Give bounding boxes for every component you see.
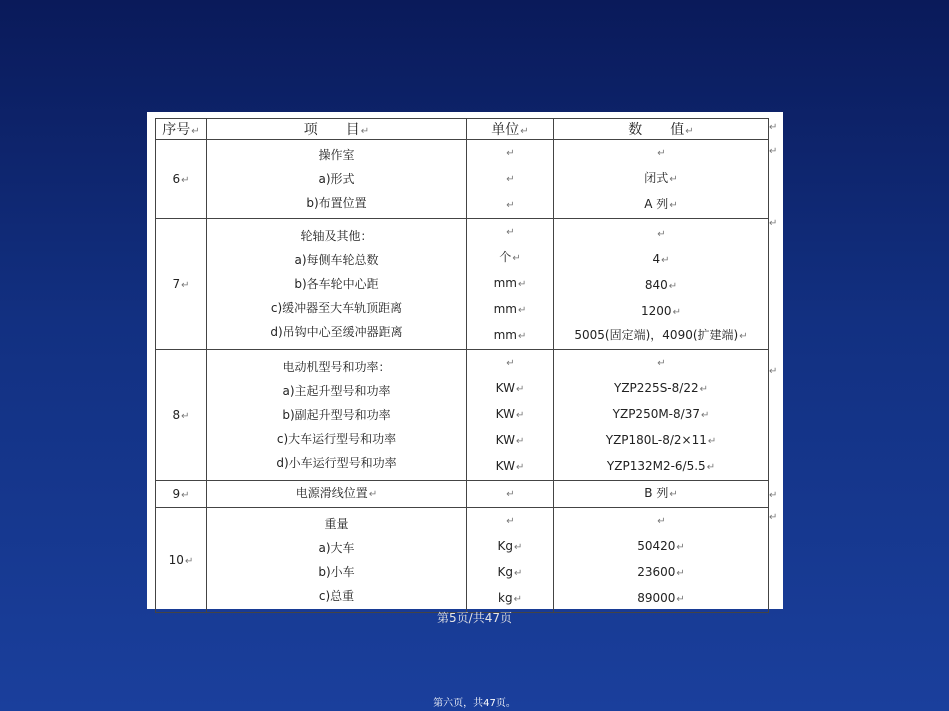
table-row-group-10 <box>156 508 769 613</box>
value-cell: B 列↵ <box>554 481 769 508</box>
unit-cell: ↵ KW↵ KW↵ KW↵ KW↵ <box>467 350 554 481</box>
item-line: 操作室 <box>318 148 355 162</box>
value-cell: ↵ 50420↵ 23600↵ 89000↵ <box>554 508 769 613</box>
unit-cell: ↵ Kg↵ Kg↵ kg↵ <box>467 508 554 613</box>
item-line: a)形式 <box>318 172 355 186</box>
row-number: 10↵ <box>156 508 207 613</box>
header-value: 数 值↵ <box>554 119 769 140</box>
table-row-group-8 <box>156 350 769 481</box>
row-number: 6↵ <box>156 140 207 219</box>
unit-cell: ↵ 个↵ mm↵ mm↵ mm↵ <box>467 219 554 350</box>
item-line: b)布置位置 <box>306 196 367 210</box>
value-cell: ↵ 4↵ 840↵ 1200↵ 5005(固定端)，4090(扩建端)↵ <box>554 219 769 350</box>
header-no: 序号↵ <box>156 119 207 140</box>
crane-spec-table <box>155 118 769 613</box>
row-number: 9↵ <box>156 481 207 508</box>
unit-cell: ↵ <box>467 481 554 508</box>
table-row-group-9 <box>156 481 769 508</box>
paragraph-marks: ↵ ↵ ↵ ↵ ↵ ↵ <box>769 122 778 523</box>
page-counter: 第5页/共47页 <box>437 611 512 625</box>
table-header-row <box>156 119 769 140</box>
unit-cell: ↵ ↵ ↵ <box>467 140 554 219</box>
header-unit: 单位↵ <box>467 119 554 140</box>
table-row-group-6 <box>156 140 769 219</box>
item-cell: 电源滑线位置↵ <box>207 481 467 508</box>
value-cell: ↵ 闭式↵ A 列↵ <box>554 140 769 219</box>
item-cell: 轮轴及其他： a)每侧车轮总数 b)各车轮中心距 c)缓冲器至大车轨顶距离 d)吊钩中心至缓冲器距离 <box>207 219 467 350</box>
table-row-group-7 <box>156 219 769 350</box>
item-cell: 重量 a)大车 b)小车 c)总重 <box>207 508 467 613</box>
header-item: 项 目↵ <box>207 119 467 140</box>
table-image-frame <box>147 112 783 609</box>
item-cell <box>207 140 467 219</box>
bottom-page-note: 第六页，共47页。 <box>433 698 516 709</box>
row-number: 8↵ <box>156 350 207 481</box>
row-number: 7↵ <box>156 219 207 350</box>
item-cell: 电动机型号和功率： a)主起升型号和功率 b)副起升型号和功率 c)大车运行型号和功率 d)小车运行型号和功率 <box>207 350 467 481</box>
value-cell: ↵ YZP225S-8/22↵ YZP250M-8/37↵ YZP180L-8/2×11↵ YZP132M2-6/5.5↵ <box>554 350 769 481</box>
